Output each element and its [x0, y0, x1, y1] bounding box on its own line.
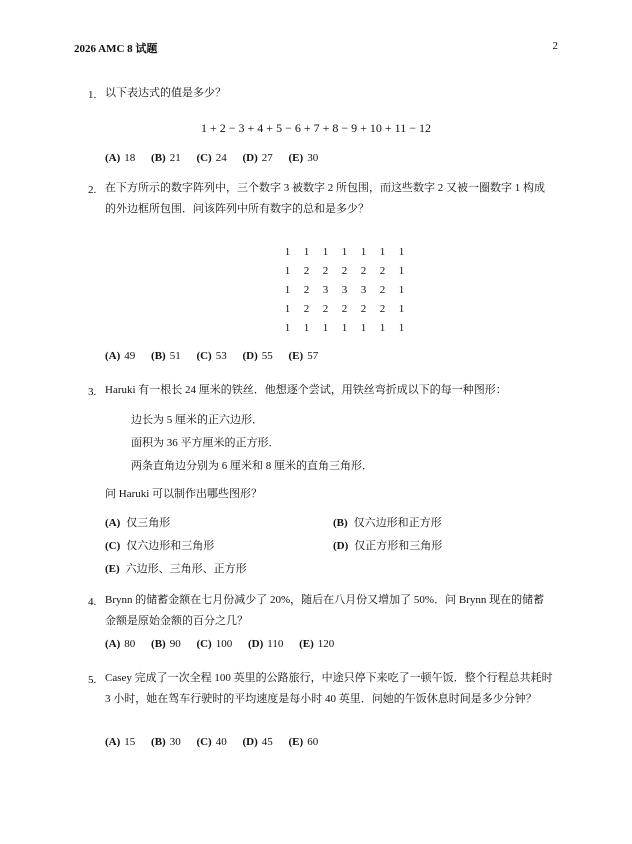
question-text: Haruki 有一根长 24 厘米的铁丝．他想逐个尝试，用铁丝弯折成以下的每一种图形： [105, 384, 507, 396]
answer-options [105, 350, 331, 362]
condition-item: 面积为 36 平方厘米的正方形． [131, 437, 280, 449]
page-number: 2 [552, 40, 558, 52]
grid-cell: 2 [303, 264, 310, 277]
option: (D) 45 [242, 736, 273, 748]
grid-cell: 2 [303, 302, 310, 315]
grid-cell: 1 [284, 264, 291, 277]
option: (D) 110 [247, 638, 284, 650]
option: (E) 30 [288, 152, 319, 164]
grid-cell: 1 [398, 321, 405, 334]
option: (B) 21 [151, 152, 181, 164]
option: (C) 仅六边形和三角形 [105, 540, 215, 552]
condition-item: 两条直角边分别为 6 厘米和 8 厘米的直角三角形． [131, 460, 373, 472]
option: (B) 30 [151, 736, 181, 748]
math-expression: 1 + 2 − 3 + 4 + 5 − 6 + 7 + 8 − 9 + 10 + 11 − 12 [201, 121, 431, 135]
grid-cell: 1 [398, 245, 405, 258]
grid-cell: 1 [284, 245, 291, 258]
grid-cell: 3 [360, 283, 367, 296]
grid-cell: 1 [322, 321, 329, 334]
grid-cell: 1 [341, 321, 348, 334]
question-text: Casey 完成了一次全程 100 英里的公路旅行，中途只停下来吃了一顿午饭．整个行程总共耗时 3 小时，她在驾车行驶时的平均速度是每小时 40 英里．问她的午饭休息时间是多少分钟？ [105, 672, 553, 705]
option: (E) 六边形、三角形、正方形 [105, 563, 247, 575]
answer-options [105, 736, 331, 748]
option: (A) 80 [105, 638, 136, 650]
grid-cell: 2 [322, 302, 329, 315]
option: (C) 24 [196, 152, 227, 164]
question-number: 5. [88, 674, 97, 686]
grid-cell: 2 [341, 264, 348, 277]
grid-cell: 1 [379, 321, 386, 334]
grid-cell: 1 [398, 283, 405, 296]
option: (D) 55 [242, 350, 273, 362]
question-number: 3. [88, 386, 97, 398]
grid-row [278, 318, 411, 337]
grid-cell: 2 [303, 283, 310, 296]
option: (C) 100 [196, 638, 233, 650]
grid-row [278, 280, 411, 299]
grid-cell: 1 [341, 245, 348, 258]
grid-row [278, 261, 411, 280]
question-text: 在下方所示的数字阵列中，三个数字 3 被数字 2 所包围，而这些数字 2 又被一圈数字 1 构成的外边框所包围．问该阵列中所有数字的总和是多少？ [105, 182, 545, 215]
grid-cell: 2 [379, 302, 386, 315]
grid-cell: 1 [360, 321, 367, 334]
option: (A) 49 [105, 350, 136, 362]
question-text: Brynn 的储蓄金额在七月份减少了 20%，随后在八月份又增加了 50%．问 Brynn 现在的储蓄金额是原始金额的百分之几？ [105, 594, 545, 627]
grid-row [278, 299, 411, 318]
question-number: 2. [88, 184, 97, 196]
number-grid [278, 242, 411, 337]
option: (D) 仅正方形和三角形 [333, 540, 443, 552]
option: (A) 18 [105, 152, 136, 164]
grid-cell: 1 [303, 321, 310, 334]
option: (A) 仅三角形 [105, 517, 171, 529]
option: (E) 60 [288, 736, 319, 748]
grid-cell: 2 [360, 302, 367, 315]
header-title: 2026 AMC 8 试题 [74, 43, 158, 55]
option: (E) 57 [288, 350, 319, 362]
grid-cell: 2 [322, 264, 329, 277]
option: (C) 40 [196, 736, 227, 748]
answer-options [105, 152, 331, 164]
option: (B) 仅六边形和正方形 [333, 517, 442, 529]
option: (B) 51 [151, 350, 181, 362]
question-number: 4. [88, 596, 97, 608]
option: (A) 15 [105, 736, 136, 748]
condition-item: 边长为 5 厘米的正六边形． [131, 414, 263, 426]
grid-cell: 2 [379, 264, 386, 277]
grid-cell: 1 [303, 245, 310, 258]
grid-cell: 3 [322, 283, 329, 296]
question-text: 以下表达式的值是多少？ [105, 87, 226, 99]
grid-cell: 1 [398, 302, 405, 315]
grid-cell: 2 [379, 283, 386, 296]
grid-cell: 1 [379, 245, 386, 258]
option: (E) 120 [299, 638, 335, 650]
option: (D) 27 [242, 152, 273, 164]
grid-cell: 2 [341, 302, 348, 315]
option: (C) 53 [196, 350, 227, 362]
grid-cell: 1 [360, 245, 367, 258]
grid-cell: 1 [284, 321, 291, 334]
question-number: 1. [88, 89, 97, 101]
grid-cell: 2 [360, 264, 367, 277]
option: (B) 90 [151, 638, 181, 650]
grid-cell: 1 [322, 245, 329, 258]
grid-row [278, 242, 411, 261]
question-prompt: 问 Haruki 可以制作出哪些图形？ [105, 488, 263, 500]
grid-cell: 1 [284, 302, 291, 315]
grid-cell: 1 [284, 283, 291, 296]
grid-cell: 1 [398, 264, 405, 277]
grid-cell: 3 [341, 283, 348, 296]
answer-options [105, 638, 347, 650]
